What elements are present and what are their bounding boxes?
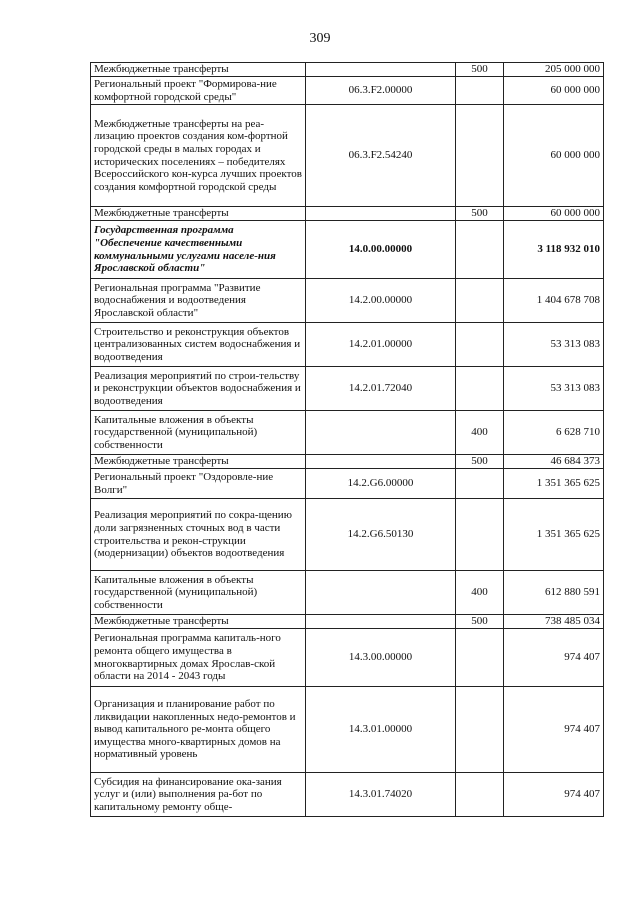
row-name: Государственная программа "Обеспечение качественными коммунальными услугами населе-ния Ярославской области" — [91, 221, 306, 279]
table-row — [91, 687, 604, 773]
row-type: 400 — [456, 571, 504, 615]
row-amount: 60 000 000 — [504, 77, 604, 105]
table-row — [91, 773, 604, 817]
table-row — [91, 411, 604, 455]
row-name: Реализация мероприятий по сокра-щению доли загрязненных сточных вод в части строительства и рекон-струкции (модернизации) объектов водоотведения — [91, 499, 306, 571]
table-row — [91, 323, 604, 367]
row-type — [456, 323, 504, 367]
row-code — [306, 411, 456, 455]
row-code: 06.3.F2.54240 — [306, 105, 456, 207]
row-code: 14.3.00.00000 — [306, 629, 456, 687]
row-code: 14.2.01.00000 — [306, 323, 456, 367]
row-type: 500 — [456, 455, 504, 469]
table-row — [91, 571, 604, 615]
row-type: 500 — [456, 63, 504, 77]
budget-table — [90, 62, 604, 817]
row-name: Субсидия на финансирование ока-зания услуг и (или) выполнения ра-бот по капитальному ремонту обще- — [91, 773, 306, 817]
row-amount: 1 404 678 708 — [504, 279, 604, 323]
row-amount: 974 407 — [504, 687, 604, 773]
table-row — [91, 469, 604, 499]
row-amount: 974 407 — [504, 773, 604, 817]
row-type — [456, 77, 504, 105]
table-row — [91, 455, 604, 469]
row-amount: 974 407 — [504, 629, 604, 687]
table-row — [91, 63, 604, 77]
row-amount: 3 118 932 010 — [504, 221, 604, 279]
row-name: Межбюджетные трансферты — [91, 207, 306, 221]
row-code: 14.3.01.00000 — [306, 687, 456, 773]
row-amount: 6 628 710 — [504, 411, 604, 455]
table-row — [91, 279, 604, 323]
row-type — [456, 687, 504, 773]
row-name: Организация и планирование работ по ликвидации накопленных недо-ремонтов и вывод капитального ре-монта общего имущества много-квартирных домов на нормативный уровень — [91, 687, 306, 773]
table-row — [91, 499, 604, 571]
row-type: 400 — [456, 411, 504, 455]
row-name: Строительство и реконструкция объектов централизованных систем водоснабжения и водоотведения — [91, 323, 306, 367]
row-type — [456, 629, 504, 687]
table-row — [91, 615, 604, 629]
row-type — [456, 499, 504, 571]
table-row — [91, 629, 604, 687]
row-code: 14.3.01.74020 — [306, 773, 456, 817]
row-code: 14.0.00.00000 — [306, 221, 456, 279]
row-amount: 1 351 365 625 — [504, 499, 604, 571]
table-row — [91, 105, 604, 207]
row-name: Региональная программа капиталь-ного ремонта общего имущества в многоквартирных домах Ярослав-ской области на 2014 - 2043 годы — [91, 629, 306, 687]
row-code: 06.3.F2.00000 — [306, 77, 456, 105]
row-type — [456, 105, 504, 207]
row-code — [306, 571, 456, 615]
row-name: Капитальные вложения в объекты государственной (муниципальной) собственности — [91, 411, 306, 455]
row-name: Межбюджетные трансферты — [91, 615, 306, 629]
row-name: Региональный проект "Оздоровле-ние Волги" — [91, 469, 306, 499]
row-name: Межбюджетные трансферты — [91, 455, 306, 469]
row-amount: 46 684 373 — [504, 455, 604, 469]
row-amount: 53 313 083 — [504, 323, 604, 367]
row-type: 500 — [456, 207, 504, 221]
row-type — [456, 221, 504, 279]
row-code: 14.2.G6.50130 — [306, 499, 456, 571]
row-type — [456, 469, 504, 499]
row-code: 14.2.G6.00000 — [306, 469, 456, 499]
table-row — [91, 77, 604, 105]
row-type — [456, 367, 504, 411]
row-code — [306, 455, 456, 469]
row-name: Региональная программа "Развитие водоснабжения и водоотведения Ярославской области" — [91, 279, 306, 323]
row-code — [306, 615, 456, 629]
table-row — [91, 207, 604, 221]
page-number: 309 — [309, 31, 331, 46]
row-name: Реализация мероприятий по строи-тельству и реконструкции объектов водоснабжения и водоотведения — [91, 367, 306, 411]
table-row — [91, 221, 604, 279]
row-name: Капитальные вложения в объекты государственной (муниципальной) собственности — [91, 571, 306, 615]
row-amount: 738 485 034 — [504, 615, 604, 629]
row-amount: 60 000 000 — [504, 105, 604, 207]
row-amount: 53 313 083 — [504, 367, 604, 411]
row-code: 14.2.00.00000 — [306, 279, 456, 323]
row-amount: 1 351 365 625 — [504, 469, 604, 499]
row-code: 14.2.01.72040 — [306, 367, 456, 411]
row-type — [456, 279, 504, 323]
row-amount: 612 880 591 — [504, 571, 604, 615]
row-name: Межбюджетные трансферты на реа-лизацию проектов создания ком-фортной городской среды в малых городах и исторических поселениях – победителях Всероссийского кон-курса лучших проектов создания комфортной городской среды — [91, 105, 306, 207]
budget-table-body — [91, 63, 604, 817]
table-row — [91, 367, 604, 411]
row-code — [306, 207, 456, 221]
row-type — [456, 773, 504, 817]
row-name: Межбюджетные трансферты — [91, 63, 306, 77]
row-name: Региональный проект "Формирова-ние комфортной городской среды" — [91, 77, 306, 105]
row-type: 500 — [456, 615, 504, 629]
row-amount: 205 000 000 — [504, 63, 604, 77]
row-code — [306, 63, 456, 77]
row-amount: 60 000 000 — [504, 207, 604, 221]
